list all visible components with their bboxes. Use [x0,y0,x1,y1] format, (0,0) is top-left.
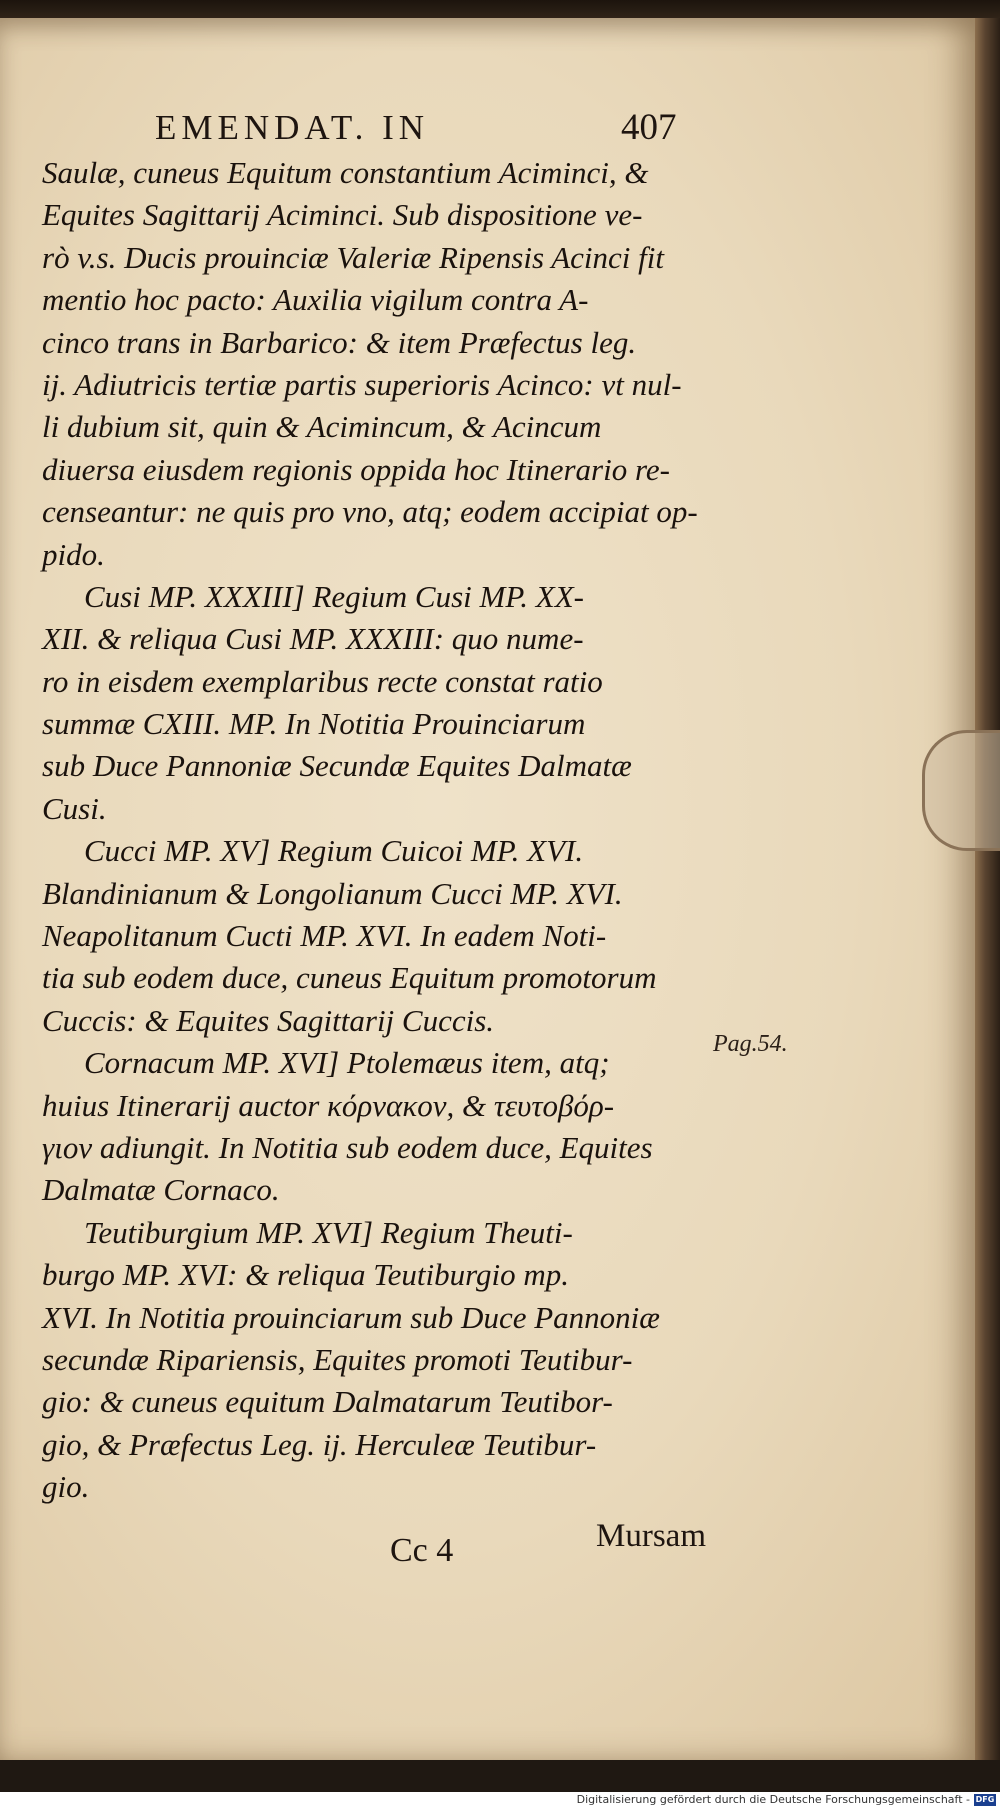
text-line: XII. & reliqua Cusi MP. XXXIII: quo nume- [42,621,584,657]
text-line: mentio hoc pacto: Auxilia vigilum contra A- [42,282,589,318]
paragraph-cucci: Cucci MP. XV] Regium Cuicoi MP. XVI. [84,833,584,869]
signature-mark: Cc 4 [390,1532,454,1569]
text-line: sub Duce Pannoniæ Secundæ Equites Dalmatæ [42,748,632,784]
footer-credit: Digitalisierung gefördert durch die Deutsche Forschungsgemeinschaft - [576,1793,970,1806]
text-line: Saulæ, cuneus Equitum constantium Aciminci, & [42,155,649,190]
running-head: EMENDAT. IN [155,108,430,147]
text-line: rò v.s. Ducis prouinciæ Valeriæ Ripensis Acinci fit [42,239,664,275]
text-line: Cusi. [42,790,107,826]
text-line: li dubium sit, quin & Acimincum, & Acincum [42,409,602,445]
text-line: ij. Adiutricis tertiæ partis superioris Acinco: vt nul- [42,366,682,402]
text-line: gio. [42,1469,90,1505]
text-line: ro in eisdem exemplaribus recte constat ratio [42,663,603,699]
dfg-logo: DFG [975,1795,995,1804]
page-number: 407 [621,107,677,148]
text-line: pido. [42,536,105,572]
book-bottom-shadow [0,1760,1000,1792]
text-line: Neapolitanum Cucti MP. XVI. In eadem Noti- [42,918,607,954]
text-line: diuersa eiusdem regionis oppida hoc Itinerario re- [42,451,670,487]
text-line: burgo MP. XVI: & reliqua Teutiburgio mp. [42,1257,569,1293]
catchword: Mursam [596,1518,706,1554]
text-line: tia sub eodem duce, cuneus Equitum promotorum [42,960,657,996]
text-line: censeantur: ne quis pro vno, atq; eodem accipiat op- [42,494,698,530]
paragraph-teutiburgium: Teutiburgium MP. XVI] Regium Theuti- [84,1214,573,1250]
book-clasp [922,730,1000,851]
text-line: summæ CXIII. MP. In Notitia Prouinciarum [42,706,586,742]
page-edge [975,18,1000,1760]
text-line: Cuccis: & Equites Sagittarij Cuccis. [42,1002,495,1038]
footer-bar [0,1792,1000,1809]
text-line: gio, & Præfectus Leg. ij. Herculeæ Teutibur- [42,1426,597,1462]
text-line: Dalmatæ Cornaco. [42,1172,280,1208]
text-line: Blandinianum & Longolianum Cucci MP. XVI. [42,875,623,911]
text-line: XVI. In Notitia prouinciarum sub Duce Pannoniæ [42,1299,660,1335]
text-line: Equites Sagittarij Aciminci. Sub dispositione ve- [42,197,643,233]
text-line: secundæ Ripariensis, Equites promoti Teutibur- [42,1341,633,1377]
text-line: cinco trans in Barbarico: & item Præfectus leg. [42,324,637,360]
margin-note: Pag.54. [713,1031,788,1057]
text-line: γιον adiungit. In Notitia sub eodem duce, Equites [42,1129,653,1165]
text-line: huius Itinerarij auctor κόρνακον, & τευτοβόρ- [42,1087,615,1123]
paragraph-cornacum: Cornacum MP. XVI] Ptolemæus item, atq; [84,1045,610,1081]
text-line: gio: & cuneus equitum Dalmatarum Teutibor- [42,1384,613,1420]
paragraph-cusi: Cusi MP. XXXIII] Regium Cusi MP. XX- [84,578,584,614]
text-body [42,152,722,1509]
